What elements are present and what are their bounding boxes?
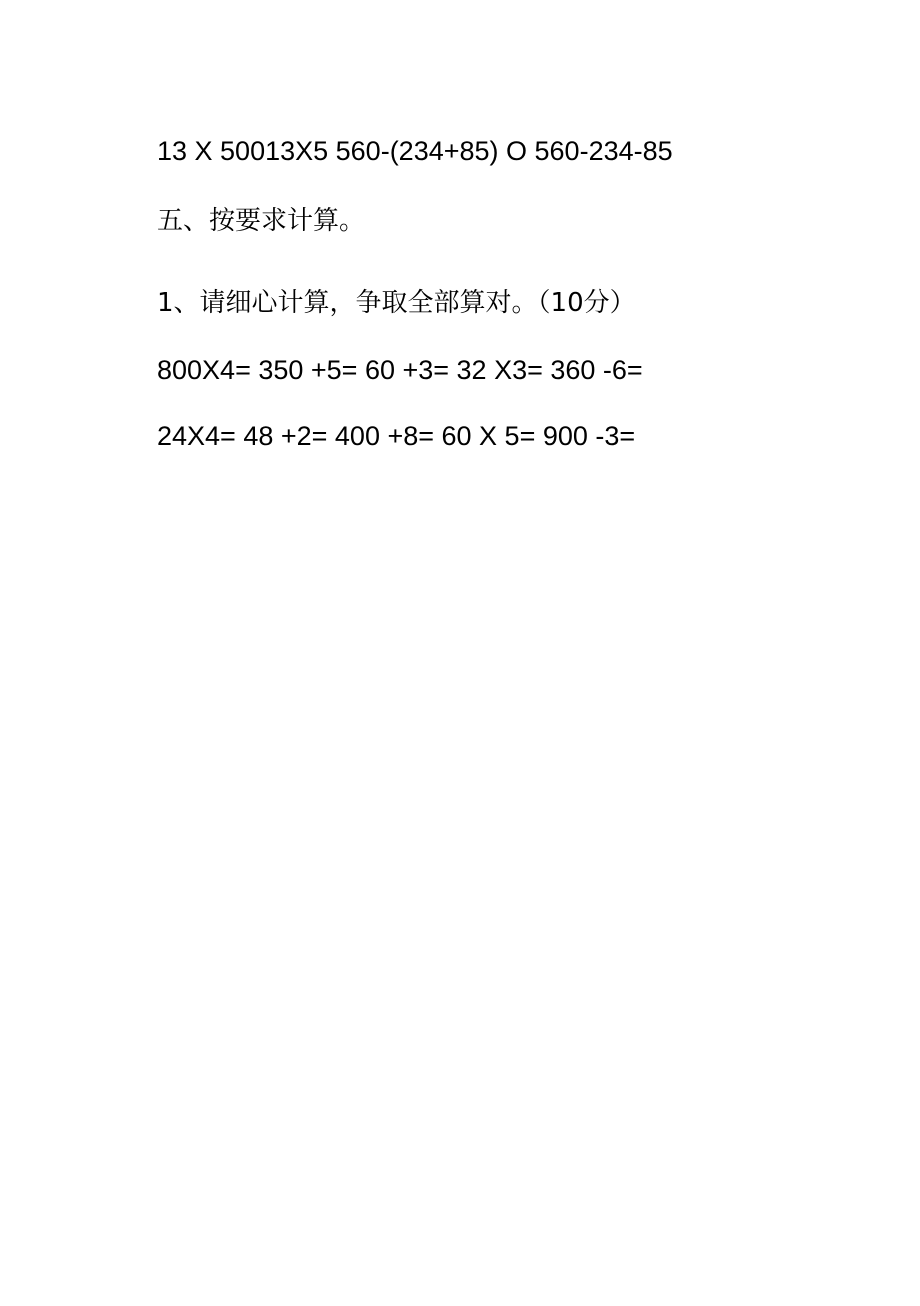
question-instruction: 1、请细心计算，争取全部算对。（10分） [157,288,636,318]
calculation-row-1: 800X4= 350 +5= 60 +3= 32 X3= 360 -6= [157,355,643,385]
comparison-expression-line: 13 X 50013X5 560-(234+85) O 560-234-85 [157,136,673,166]
section-heading: 五、按要求计算。 [157,206,366,236]
calculation-row-2: 24X4= 48 +2= 400 +8= 60 X 5= 900 -3= [157,421,636,451]
